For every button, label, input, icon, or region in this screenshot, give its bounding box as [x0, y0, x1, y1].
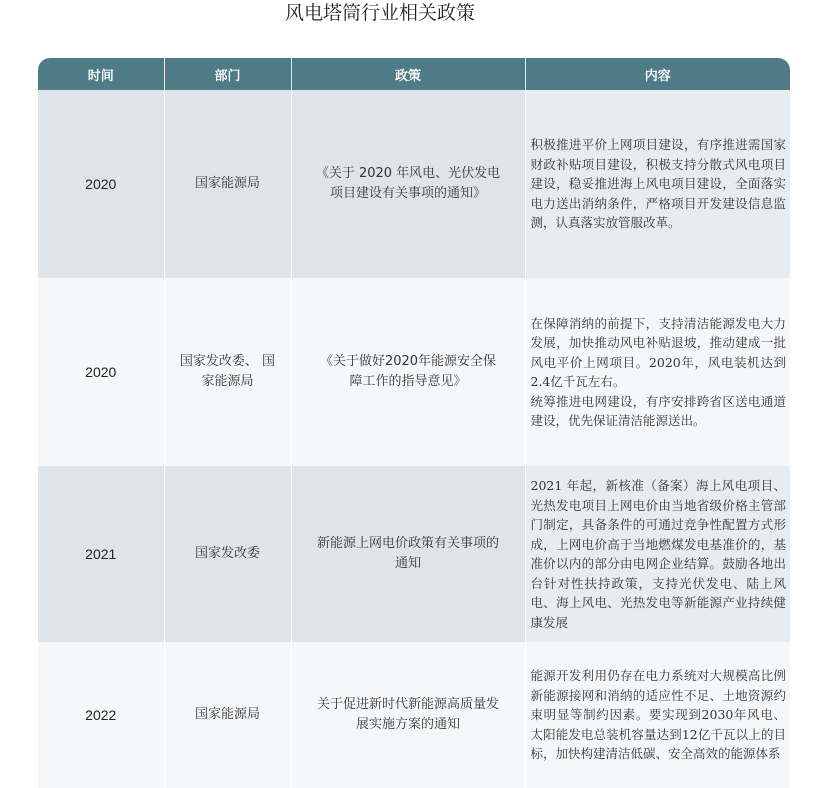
cell-year: 2020 [38, 278, 164, 466]
cell-department: 国家能源局 [164, 90, 291, 278]
content-paragraph: 能源开发利用仍存在电力系统对大规模高比例新能源接网和消纳的适应性不足、土地资源约束明显等制约因素。要实现到2030年风电、太阳能发电总装机容量达到12亿千瓦以上的目标，加快构建清洁低碳、安全高效的能源体系 [530, 668, 786, 762]
cell-department: 国家发改委、 国家能源局 [164, 278, 291, 466]
cell-policy: 关于促进新时代新能源高质量发展实施方案的通知 [291, 642, 525, 788]
header-department: 部门 [164, 58, 291, 90]
cell-policy: 《关于做好2020年能源安全保障工作的指导意见》 [291, 278, 525, 466]
page-title: 风电塔筒行业相关政策 [284, 2, 475, 24]
header-time: 时间 [38, 58, 164, 90]
content-paragraph: 积极推进平价上网项目建设，有序推进需国家财政补贴项目建设，积极支持分散式风电项目建设，稳妥推进海上风电项目建设，全面落实电力送出消纳条件，严格项目开发建设信息监测，认真落实放管服改革。 [530, 137, 786, 231]
cell-content [525, 642, 790, 788]
policy-table [38, 58, 790, 788]
header-content: 内容 [525, 58, 790, 90]
cell-content [525, 278, 790, 466]
cell-policy: 《关于 2020 年风电、光伏发电项目建设有关事项的通知》 [291, 90, 525, 278]
table-row [38, 642, 790, 788]
table-row [38, 90, 790, 278]
header-policy: 政策 [291, 58, 525, 90]
cell-department: 国家发改委 [164, 466, 291, 642]
table-row [38, 278, 790, 466]
content-paragraph: 统筹推进电网建设，有序安排跨省区送电通道建设，优先保证清洁能源送出。 [530, 393, 786, 428]
cell-policy: 新能源上网电价政策有关事项的通知 [291, 466, 525, 642]
cell-year: 2021 [38, 466, 164, 642]
cell-year: 2022 [38, 642, 164, 788]
cell-content [525, 466, 790, 642]
cell-content [525, 90, 790, 278]
content-paragraph: 在保障消纳的前提下，支持清洁能源发电大力发展，加快推动风电补贴退坡，推动建成一批风电平价上网项目。2020年，风电装机达到 2.4亿千瓦左右。 [530, 315, 786, 389]
table-row [38, 466, 790, 642]
cell-year: 2020 [38, 90, 164, 278]
table-header-row [38, 58, 790, 90]
content-paragraph: 2021 年起，新核准（备案）海上风电项目、光热发电项目上网电价由当地省级价格主管部门制定，具备条件的可通过竞争性配置方式形成，上网电价高于当地燃煤发电基准价的，基准价以内的部分由电网企业结算。鼓励各地出台针对性扶持政策，支持光伏发电、陆上风电、海上风电、光热发电等新能源产业持续健康发展 [530, 478, 786, 630]
cell-department: 国家能源局 [164, 642, 291, 788]
